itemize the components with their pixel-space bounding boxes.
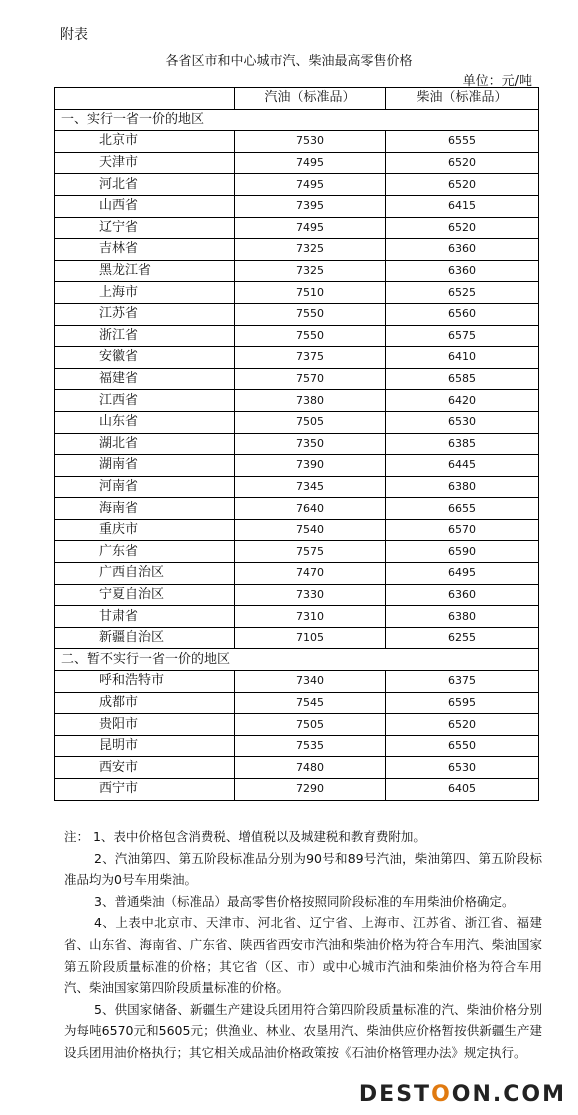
region-name: 甘肃省 bbox=[55, 606, 235, 628]
region-name: 昆明市 bbox=[55, 735, 235, 757]
watermark-logo bbox=[359, 1082, 566, 1107]
diesel-price: 6405 bbox=[386, 779, 539, 801]
region-name: 湖南省 bbox=[55, 455, 235, 477]
diesel-price: 6360 bbox=[386, 239, 539, 261]
gasoline-price: 7105 bbox=[235, 627, 386, 649]
section-row bbox=[55, 649, 539, 671]
gasoline-price: 7550 bbox=[235, 303, 386, 325]
diesel-price: 6495 bbox=[386, 563, 539, 585]
table-row bbox=[55, 779, 539, 801]
diesel-price: 6575 bbox=[386, 325, 539, 347]
table-row bbox=[55, 498, 539, 520]
table-row bbox=[55, 217, 539, 239]
region-name: 江西省 bbox=[55, 390, 235, 412]
table-row bbox=[55, 606, 539, 628]
diesel-price: 6590 bbox=[386, 541, 539, 563]
diesel-price: 6520 bbox=[386, 714, 539, 736]
gasoline-price: 7550 bbox=[235, 325, 386, 347]
gasoline-price: 7330 bbox=[235, 584, 386, 606]
table-row bbox=[55, 282, 539, 304]
logo-part-2: O bbox=[431, 1082, 452, 1107]
region-name: 浙江省 bbox=[55, 325, 235, 347]
table-body bbox=[55, 109, 539, 800]
table-row bbox=[55, 325, 539, 347]
table-row bbox=[55, 303, 539, 325]
gasoline-price: 7390 bbox=[235, 455, 386, 477]
table-row bbox=[55, 433, 539, 455]
table-row bbox=[55, 476, 539, 498]
table-row bbox=[55, 131, 539, 153]
gasoline-price: 7310 bbox=[235, 606, 386, 628]
region-name: 辽宁省 bbox=[55, 217, 235, 239]
note-2: 2、汽油第四、第五阶段标准品分别为90号和89号汽油，柴油第四、第五阶段标准品均为0号车用柴油。 bbox=[64, 850, 542, 888]
diesel-price: 6550 bbox=[386, 735, 539, 757]
diesel-price: 6410 bbox=[386, 347, 539, 369]
region-name: 呼和浩特市 bbox=[55, 671, 235, 693]
gasoline-price: 7505 bbox=[235, 714, 386, 736]
region-name: 西安市 bbox=[55, 757, 235, 779]
gasoline-price: 7575 bbox=[235, 541, 386, 563]
header-gasoline: 汽油（标准品） bbox=[235, 88, 386, 110]
diesel-price: 6520 bbox=[386, 217, 539, 239]
page-title: 各省区市和中心城市汽、柴油最高零售价格 bbox=[165, 54, 413, 69]
diesel-price: 6385 bbox=[386, 433, 539, 455]
region-name: 新疆自治区 bbox=[55, 627, 235, 649]
table-row bbox=[55, 757, 539, 779]
table-row bbox=[55, 390, 539, 412]
region-name: 重庆市 bbox=[55, 519, 235, 541]
diesel-price: 6380 bbox=[386, 476, 539, 498]
gasoline-price: 7540 bbox=[235, 519, 386, 541]
diesel-price: 6560 bbox=[386, 303, 539, 325]
section-label: 一、实行一省一价的地区 bbox=[55, 109, 539, 131]
gasoline-price: 7345 bbox=[235, 476, 386, 498]
table-row bbox=[55, 411, 539, 433]
table-row bbox=[55, 152, 539, 174]
gasoline-price: 7495 bbox=[235, 152, 386, 174]
table-row bbox=[55, 347, 539, 369]
diesel-price: 6520 bbox=[386, 174, 539, 196]
note-5: 5、供国家储备、新疆生产建设兵团用符合第四阶段质量标准的汽、柴油价格分别为每吨6570元和5605元；供渔业、林业、农垦用汽、柴油供应价格暂按供新疆生产建设兵团用油价格执行；其它相关成品油价格政策按《石油价格管理办法》规定执行。 bbox=[64, 1001, 542, 1060]
region-name: 广东省 bbox=[55, 541, 235, 563]
logo-part-1: DEST bbox=[358, 1082, 432, 1107]
diesel-price: 6255 bbox=[386, 627, 539, 649]
gasoline-price: 7530 bbox=[235, 131, 386, 153]
header-diesel: 柴油（标准品） bbox=[386, 88, 539, 110]
header-region bbox=[55, 88, 235, 110]
gasoline-price: 7545 bbox=[235, 692, 386, 714]
gasoline-price: 7505 bbox=[235, 411, 386, 433]
table-row bbox=[55, 195, 539, 217]
region-name: 吉林省 bbox=[55, 239, 235, 261]
gasoline-price: 7570 bbox=[235, 368, 386, 390]
diesel-price: 6360 bbox=[386, 260, 539, 282]
diesel-price: 6420 bbox=[386, 390, 539, 412]
diesel-price: 6655 bbox=[386, 498, 539, 520]
region-name: 江苏省 bbox=[55, 303, 235, 325]
diesel-price: 6380 bbox=[386, 606, 539, 628]
region-name: 天津市 bbox=[55, 152, 235, 174]
table-row bbox=[55, 714, 539, 736]
region-name: 山东省 bbox=[55, 411, 235, 433]
logo-part-3: ON.COM bbox=[451, 1082, 566, 1107]
table-row bbox=[55, 627, 539, 649]
region-name: 海南省 bbox=[55, 498, 235, 520]
unit-label: 单位：元/吨 bbox=[462, 74, 532, 89]
region-name: 成都市 bbox=[55, 692, 235, 714]
region-name: 西宁市 bbox=[55, 779, 235, 801]
diesel-price: 6415 bbox=[386, 195, 539, 217]
table-row bbox=[55, 563, 539, 585]
table-row bbox=[55, 735, 539, 757]
gasoline-price: 7480 bbox=[235, 757, 386, 779]
gasoline-price: 7395 bbox=[235, 195, 386, 217]
region-name: 黑龙江省 bbox=[55, 260, 235, 282]
diesel-price: 6595 bbox=[386, 692, 539, 714]
diesel-price: 6555 bbox=[386, 131, 539, 153]
table-row bbox=[55, 519, 539, 541]
table-row bbox=[55, 174, 539, 196]
region-name: 山西省 bbox=[55, 195, 235, 217]
gasoline-price: 7350 bbox=[235, 433, 386, 455]
region-name: 河南省 bbox=[55, 476, 235, 498]
gasoline-price: 7640 bbox=[235, 498, 386, 520]
gasoline-price: 7290 bbox=[235, 779, 386, 801]
region-name: 安徽省 bbox=[55, 347, 235, 369]
diesel-price: 6375 bbox=[386, 671, 539, 693]
gasoline-price: 7470 bbox=[235, 563, 386, 585]
diesel-price: 6525 bbox=[386, 282, 539, 304]
table-row bbox=[55, 692, 539, 714]
table-row bbox=[55, 368, 539, 390]
region-name: 湖北省 bbox=[55, 433, 235, 455]
note-3: 3、普通柴油（标准品）最高零售价格按照同阶段标准的车用柴油价格确定。 bbox=[94, 893, 515, 909]
section-row bbox=[55, 109, 539, 131]
gasoline-price: 7340 bbox=[235, 671, 386, 693]
diesel-price: 6570 bbox=[386, 519, 539, 541]
region-name: 河北省 bbox=[55, 174, 235, 196]
table-row bbox=[55, 541, 539, 563]
table-row bbox=[55, 260, 539, 282]
diesel-price: 6530 bbox=[386, 757, 539, 779]
diesel-price: 6520 bbox=[386, 152, 539, 174]
table-row bbox=[55, 239, 539, 261]
region-name: 上海市 bbox=[55, 282, 235, 304]
gasoline-price: 7510 bbox=[235, 282, 386, 304]
diesel-price: 6585 bbox=[386, 368, 539, 390]
diesel-price: 6530 bbox=[386, 411, 539, 433]
note-4: 4、上表中北京市、天津市、河北省、辽宁省、上海市、江苏省、浙江省、福建省、山东省、海南省、广东省、陕西省西安市汽油和柴油价格为符合车用汽、柴油国家第五阶段质量标准的价格；其它省（区、市）或中心城市汽油和柴油价格为符合车用汽、柴油国家第四阶段质量标准的价格。 bbox=[64, 915, 542, 996]
diesel-price: 6445 bbox=[386, 455, 539, 477]
note-1: 注： 1、表中价格包含消费税、增值税以及城建税和教育费附加。 bbox=[64, 829, 426, 844]
notes bbox=[64, 826, 542, 1064]
gasoline-price: 7495 bbox=[235, 174, 386, 196]
region-name: 北京市 bbox=[55, 131, 235, 153]
table-row bbox=[55, 455, 539, 477]
gasoline-price: 7495 bbox=[235, 217, 386, 239]
region-name: 宁夏自治区 bbox=[55, 584, 235, 606]
section-label: 二、暂不实行一省一价的地区 bbox=[55, 649, 539, 671]
gasoline-price: 7380 bbox=[235, 390, 386, 412]
diesel-price: 6360 bbox=[386, 584, 539, 606]
gasoline-price: 7325 bbox=[235, 260, 386, 282]
gasoline-price: 7535 bbox=[235, 735, 386, 757]
attachment-label: 附表 bbox=[60, 27, 88, 43]
gasoline-price: 7325 bbox=[235, 239, 386, 261]
table-row bbox=[55, 671, 539, 693]
region-name: 福建省 bbox=[55, 368, 235, 390]
region-name: 广西自治区 bbox=[55, 563, 235, 585]
price-table bbox=[54, 87, 539, 801]
region-name: 贵阳市 bbox=[55, 714, 235, 736]
gasoline-price: 7375 bbox=[235, 347, 386, 369]
table-header-row bbox=[55, 88, 539, 110]
table-row bbox=[55, 584, 539, 606]
